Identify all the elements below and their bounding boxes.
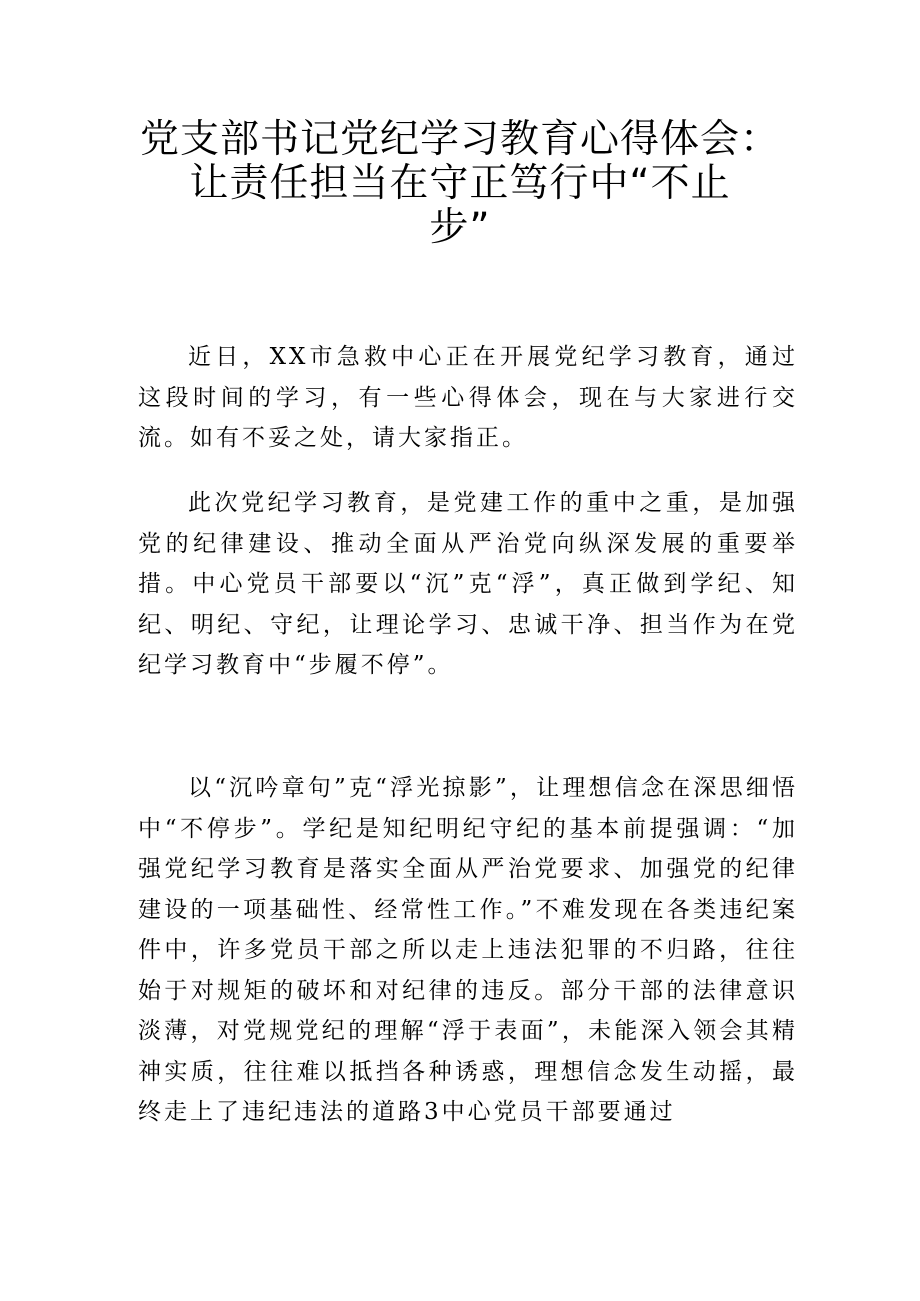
title-line-3: 步” (429, 205, 491, 250)
body-paragraph-2: 此次党纪学习教育，是党建工作的重中之重，是加强党的纪律建设、推动全面从严治党向纵深发展的重要举措。中心党员干部要以“沉”克“浮”，真正做到学纪、知纪、明纪、守纪，让理论学习、忠诚干净、担当作为在党纪学习教育中“步履不停”。 (138, 490, 798, 678)
body-paragraph-1: 近日，XX市急救中心正在开展党纪学习教育，通过这段时间的学习，有一些心得体会，现在与大家进行交流。如有不妥之处，请大家指正。 (138, 344, 798, 451)
title-line-2: 让责任担当在守正笃行中“不止 (189, 161, 731, 206)
title-line-1: 党支部书记党纪学习教育心得体会： (139, 117, 780, 162)
document-title (120, 118, 800, 250)
body-paragraph-3: 以“沉吟章句”克“浮光掠影”，让理想信念在深思细悟中“不停步”。学纪是知纪明纪守纪的基本前提强调：“加强党纪学习教育是落实全面从严治党要求、加强党的纪律建设的一项基础性、经常性工作。”不难发现在各类违纪案件中，许多党员干部之所以走上违法犯罪的不归路，往往始于对规矩的破坏和对纪律的违反。部分干部的法律意识淡薄，对党规党纪的理解“浮于表面”，未能深入领会其精神实质，往往难以抵挡各种诱惑，理想信念发生动摇，最终走上了违纪违法的道路3中心党员干部要通过 (138, 775, 798, 1125)
